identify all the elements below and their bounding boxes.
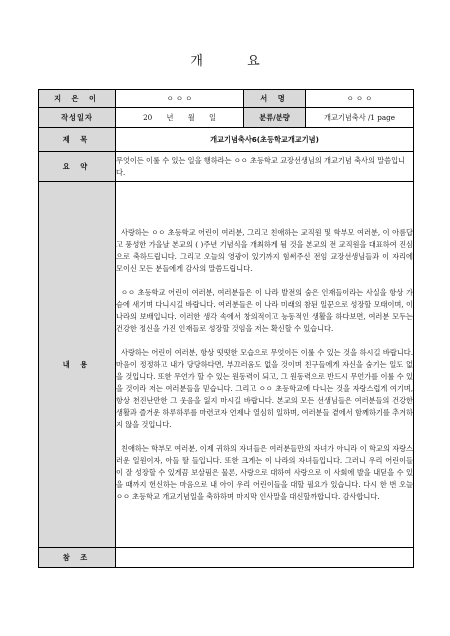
content-label: 내 용	[39, 182, 116, 548]
summary-form-table	[38, 89, 414, 568]
content-body	[116, 182, 414, 548]
author-row	[39, 90, 414, 108]
subject-row	[39, 128, 414, 152]
date-value: 20 년 월 일	[116, 108, 244, 128]
author-label: 지 은 이	[39, 90, 116, 108]
subject-label: 제 목	[39, 128, 116, 152]
reference-label: 참 조	[39, 548, 116, 568]
reference-value	[116, 548, 414, 568]
content-row	[39, 182, 414, 548]
author-value: ㅇ ㅇ ㅇ	[116, 90, 244, 108]
content-paragraph-4: 친애하는 학부모 여러분, 이제 귀하의 자녀들은 여러분들만의 자녀가 아니라 이 학교의 자랑스러운 일원이자, 아들 딸 들입니다. 또한 크게는 이 나라의 자녀들입니다. 그러니 우리 어린이들이 잘 성장할 수 있게끔 보살핌은 물론, 사랑으로 대하여 사랑으로 이 사회에 발을 내딛을 수 있을 때까지 헌신하는 마음으로 내 아이 우리 어린이들을 대할 필요가 있습니다. 다시 한 번 오늘 ㅇㅇ 초등학교 개교기념일을 축하하며 마지막 인사말을 대신할까합니다. 감사합니다.	[116, 443, 413, 501]
signature-value: ㅇ ㅇ ㅇ	[306, 90, 414, 108]
date-label: 작성일자	[39, 108, 116, 128]
subject-value: 개교기념축사6(초등학교개교기념)	[116, 128, 414, 152]
content-paragraph-2: ㅇㅇ 초등학교 어린이 여러분, 여러분들은 이 나라 발전의 숨은 인재들이라는 사실을 항상 가슴에 새기며 다니시길 바랍니다. 여러분들은 이 나라 미래의 참된 일꾼으로 성장할 모태이며, 이 나라의 보배입니다. 이러한 생각 속에서 창의적이고 능동적인 생활을 하다보면, 여러분 모두는 건강한 정신을 가진 인재들로 성장할 것임을 저는 확신할 수 있습니다.	[116, 287, 413, 333]
content-paragraph-3: 사랑하는 어린이 여러분, 항상 떳떳한 모습으로 무엇이든 이룰 수 있는 것을 하시길 바랍니다. 마음이 정정하고 내가 당당하다면, 부끄러움도 없을 것이며 친구들에게 자신을 숨기는 일도 없을 것입니다. 또한 무언가 할 수 있는 원동력이 되고, 그 원동력으로 반드시 무언가를 이룰 수 있을 것이라 저는 여러분들을 믿습니다. 그리고 ㅇㅇ 초등학교에 다니는 것을 자랑스럽게 여기며, 항상 천진난만한 그 웃음을 잃지 마시길 바랍니다. 본교의 모든 선생님들은 여러분들의 건강한 생활과 즐거운 하루하루를 마련코자 언제나 열심히 일하며, 여러분들 곁에서 함께하기를 추겨하지 않을 것입니다.	[116, 347, 413, 429]
category-value: 개교기념축사 /1 page	[306, 108, 414, 128]
category-label: 분류/분량	[244, 108, 306, 128]
reference-row	[39, 548, 414, 568]
document-title: 개 요	[190, 54, 280, 69]
summary-row	[39, 152, 414, 182]
date-row	[39, 108, 414, 128]
content-paragraph-1: 사랑하는 ㅇㅇ 초등학교 어린이 여러분, 그리고 친애하는 교직원 및 학부모 여러분, 이 아름답고 풍성한 가을날 본교의 ( )주년 기념식을 개최하게 됨 것을 본교의 전 교직원을 대표하여 진심으로 축하드립니다. 그리고 오늘의 영광이 있기까지 힘써주신 전임 교장선생님들과 이 자리에 모이신 모든 분들에게 감사의 말씀드립니다.	[116, 227, 413, 273]
summary-label: 요 약	[39, 152, 116, 182]
signature-label: 서 명	[244, 90, 306, 108]
summary-value: 무엇이든 이룰 수 있는 일을 행하라는 ㅇㅇ 초등학교 교장선생님의 개교기념 축사의 말씀입니다.	[116, 152, 414, 182]
